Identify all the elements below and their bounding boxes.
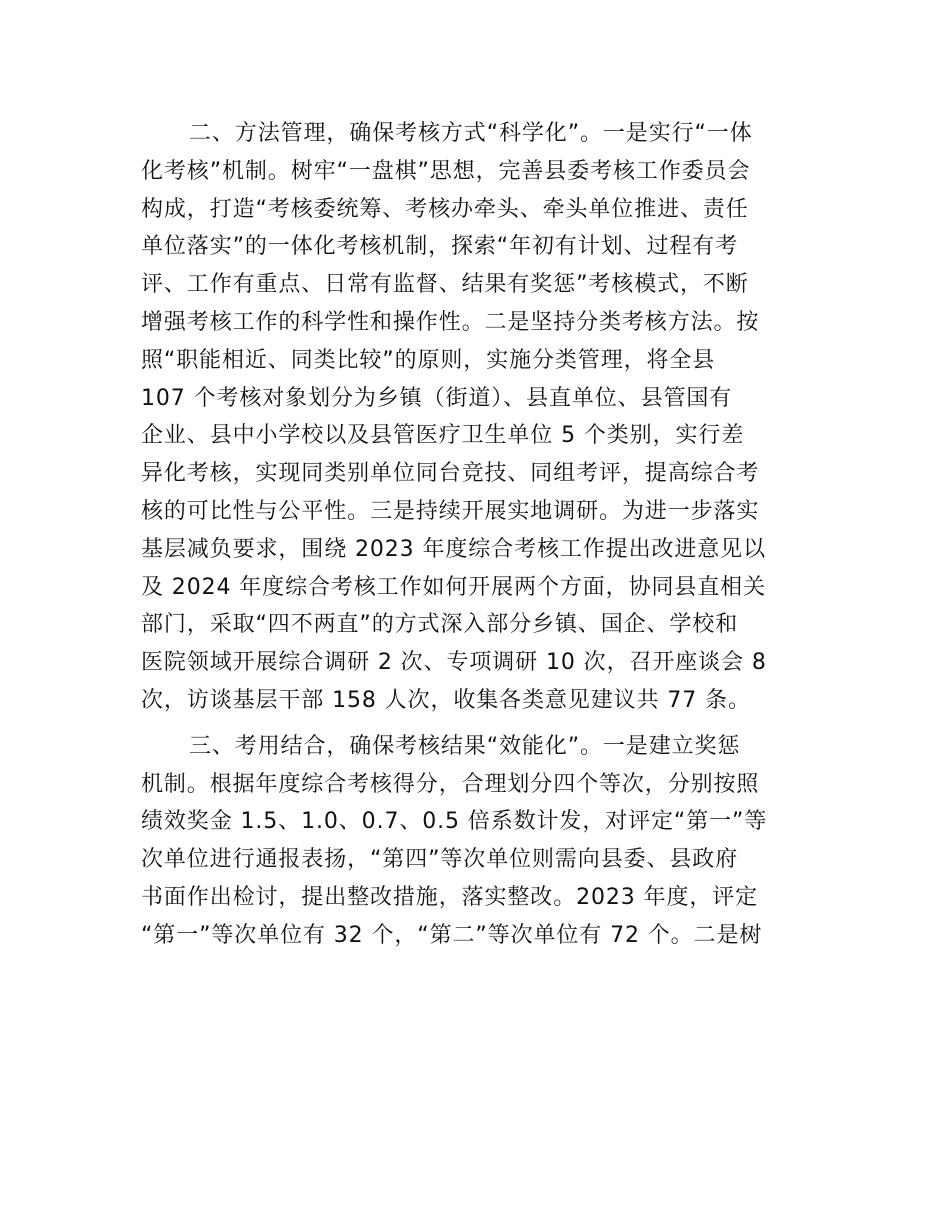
paragraph-line: 次单位进行通报表扬，“第四”等次单位则需向县委、县政府	[141, 847, 739, 873]
paragraph-method-management	[141, 115, 811, 720]
paragraph-line: 医院领域开展综合调研 2 次、专项调研 10 次，召开座谈会 8	[141, 650, 767, 676]
paragraph-line: 书面作出检讨，提出整改措施，落实整改。2023 年度，评定	[141, 884, 759, 910]
paragraph-evaluation-application	[141, 728, 811, 955]
paragraph-line: “第一”等次单位有 32 个，“第二”等次单位有 72 个。二是树	[141, 922, 763, 948]
paragraph-line: 三、考用结合，确保考核结果“效能化”。一是建立奖惩	[189, 733, 741, 759]
paragraph-line: 107 个考核对象划分为乡镇（街道）、县直单位、县管国有	[141, 385, 733, 411]
document-body	[141, 115, 811, 955]
paragraph-line: 单位落实”的一体化考核机制，探索“年初有计划、过程有考	[141, 234, 739, 260]
paragraph-line: 企业、县中小学校以及县管医疗卫生单位 5 个类别，实行差	[141, 423, 745, 449]
paragraph-line: 及 2024 年度综合考核工作如何开展两个方面，协同县直相关	[141, 574, 766, 600]
paragraph-line: 化考核”机制。树牢“一盘棋”思想，完善县委考核工作委员会	[141, 158, 751, 184]
paragraph-line: 基层减负要求，围绕 2023 年度综合考核工作提出改进意见以	[141, 536, 766, 562]
paragraph-line: 增强考核工作的科学性和操作性。二是坚持分类考核方法。按	[141, 309, 760, 335]
paragraph-line: 构成，打造“考核委统筹、考核办牵头、牵头单位推进、责任	[141, 196, 749, 222]
paragraph-line: 次，访谈基层干部 158 人次，收集各类意见建议共 77 条。	[141, 687, 751, 713]
paragraph-line: 部门，采取“四不两直”的方式深入部分乡镇、国企、学校和	[141, 612, 739, 638]
paragraph-line: 核的可比性与公平性。三是持续开展实地调研。为进一步落实	[141, 498, 760, 524]
paragraph-line: 异化考核，实现同类别单位同台竞技、同组考评，提高综合考	[141, 461, 760, 487]
paragraph-line: 机制。根据年度综合考核得分，合理划分四个等次，分别按照	[141, 771, 760, 797]
paragraph-line: 照“职能相近、同类比较”的原则，实施分类管理，将全县	[141, 347, 716, 373]
paragraph-line: 评、工作有重点、日常有监督、结果有奖惩”考核模式，不断	[141, 272, 749, 298]
paragraph-line: 二、方法管理，确保考核方式“科学化”。一是实行“一体	[189, 121, 753, 146]
paragraph-line: 绩效奖金 1.5、1.0、0.7、0.5 倍系数计发，对评定“第一”等	[141, 809, 768, 835]
